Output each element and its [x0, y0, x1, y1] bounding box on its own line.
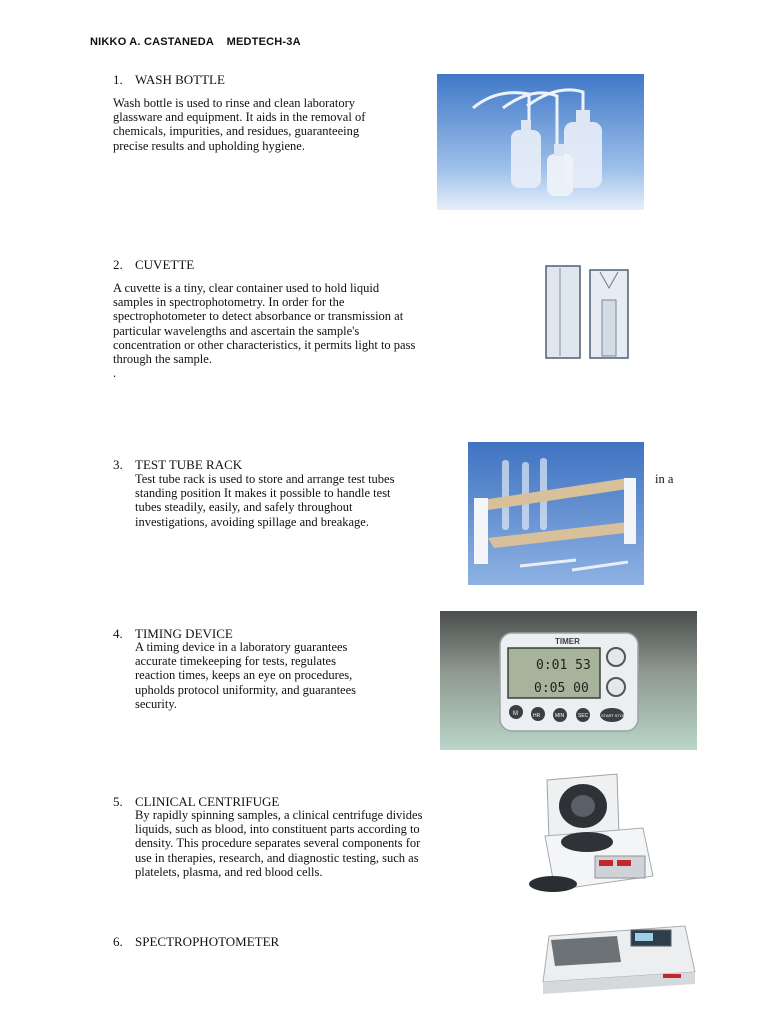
wash-bottle-image: [437, 74, 644, 210]
timer-display-line-1: 0:01 53: [536, 658, 591, 673]
timer-button-m: M: [513, 711, 518, 717]
timing-device-image: [440, 611, 697, 750]
course-name: MEDTECH-3A: [226, 36, 301, 48]
wash-bottle-description: Wash bottle is used to rinse and clean laboratory glassware and equipment. It aids in the removal of chemicals, impurities, and residues, guaranteeing precise results and upholding hygiene.: [113, 96, 366, 153]
timer-button-sec: SEC: [578, 713, 589, 719]
test-tube-rack-description: Test tube rack is used to store and arrange test tubes standing position It makes it possible to handle test tubes steadily, easily, and safely throughout investigations, avoiding spillage and breakage.: [135, 472, 395, 529]
timer-label: TIMER: [555, 637, 580, 646]
spectrophotometer-image: [535, 918, 699, 996]
timer-button-min: MIN: [555, 713, 565, 719]
section-heading-cuvette: 2. CUVETTE: [113, 257, 195, 272]
timing-device-description: A timing device in a laboratory guarantees accurate timekeeping for tests, regulates reaction times, keeps an eye on procedures, upholds protocol uniformity, and guarantees security.: [135, 640, 357, 711]
clinical-centrifuge-description: By rapidly spinning samples, a clinical centrifuge divides liquids, such as blood, into constituent parts according to density. This procedure separates several components for use in therapies, research, and diagnostic testing, such as platelets, plasma, and red blood cells.: [135, 808, 423, 879]
author-name: NIKKO A. CASTANEDA: [90, 36, 214, 48]
cuvette-image: [540, 262, 636, 362]
test-tube-rack-trailing-text: in a: [655, 472, 674, 486]
section-heading-spectrophotometer: 6. SPECTROPHOTOMETER: [113, 934, 280, 949]
section-heading-timing-device: 4. TIMING DEVICE: [113, 626, 233, 641]
timer-button-start-stop: START STOP: [601, 713, 626, 718]
cuvette-description: A cuvette is a tiny, clear container used to hold liquid samples in spectrophotometry. In order for the spectrophotometer to detect absorbance or transmission at particular wavelengths and ascertain the sample's concentration or other characteristics, it permits light to pass through the sample. .: [113, 281, 416, 381]
section-heading-wash-bottle: 1. WASH BOTTLE: [113, 72, 225, 87]
clinical-centrifuge-image: [525, 772, 665, 902]
test-tube-rack-image: [468, 442, 644, 585]
document-header: [90, 36, 301, 48]
timer-button-hr: HR: [533, 713, 541, 719]
section-heading-clinical-centrifuge: 5. CLINICAL CENTRIFUGE: [113, 794, 280, 809]
timer-display-line-2: 0:05 00: [534, 681, 589, 696]
section-heading-test-tube-rack: 3. TEST TUBE RACK: [113, 457, 243, 472]
